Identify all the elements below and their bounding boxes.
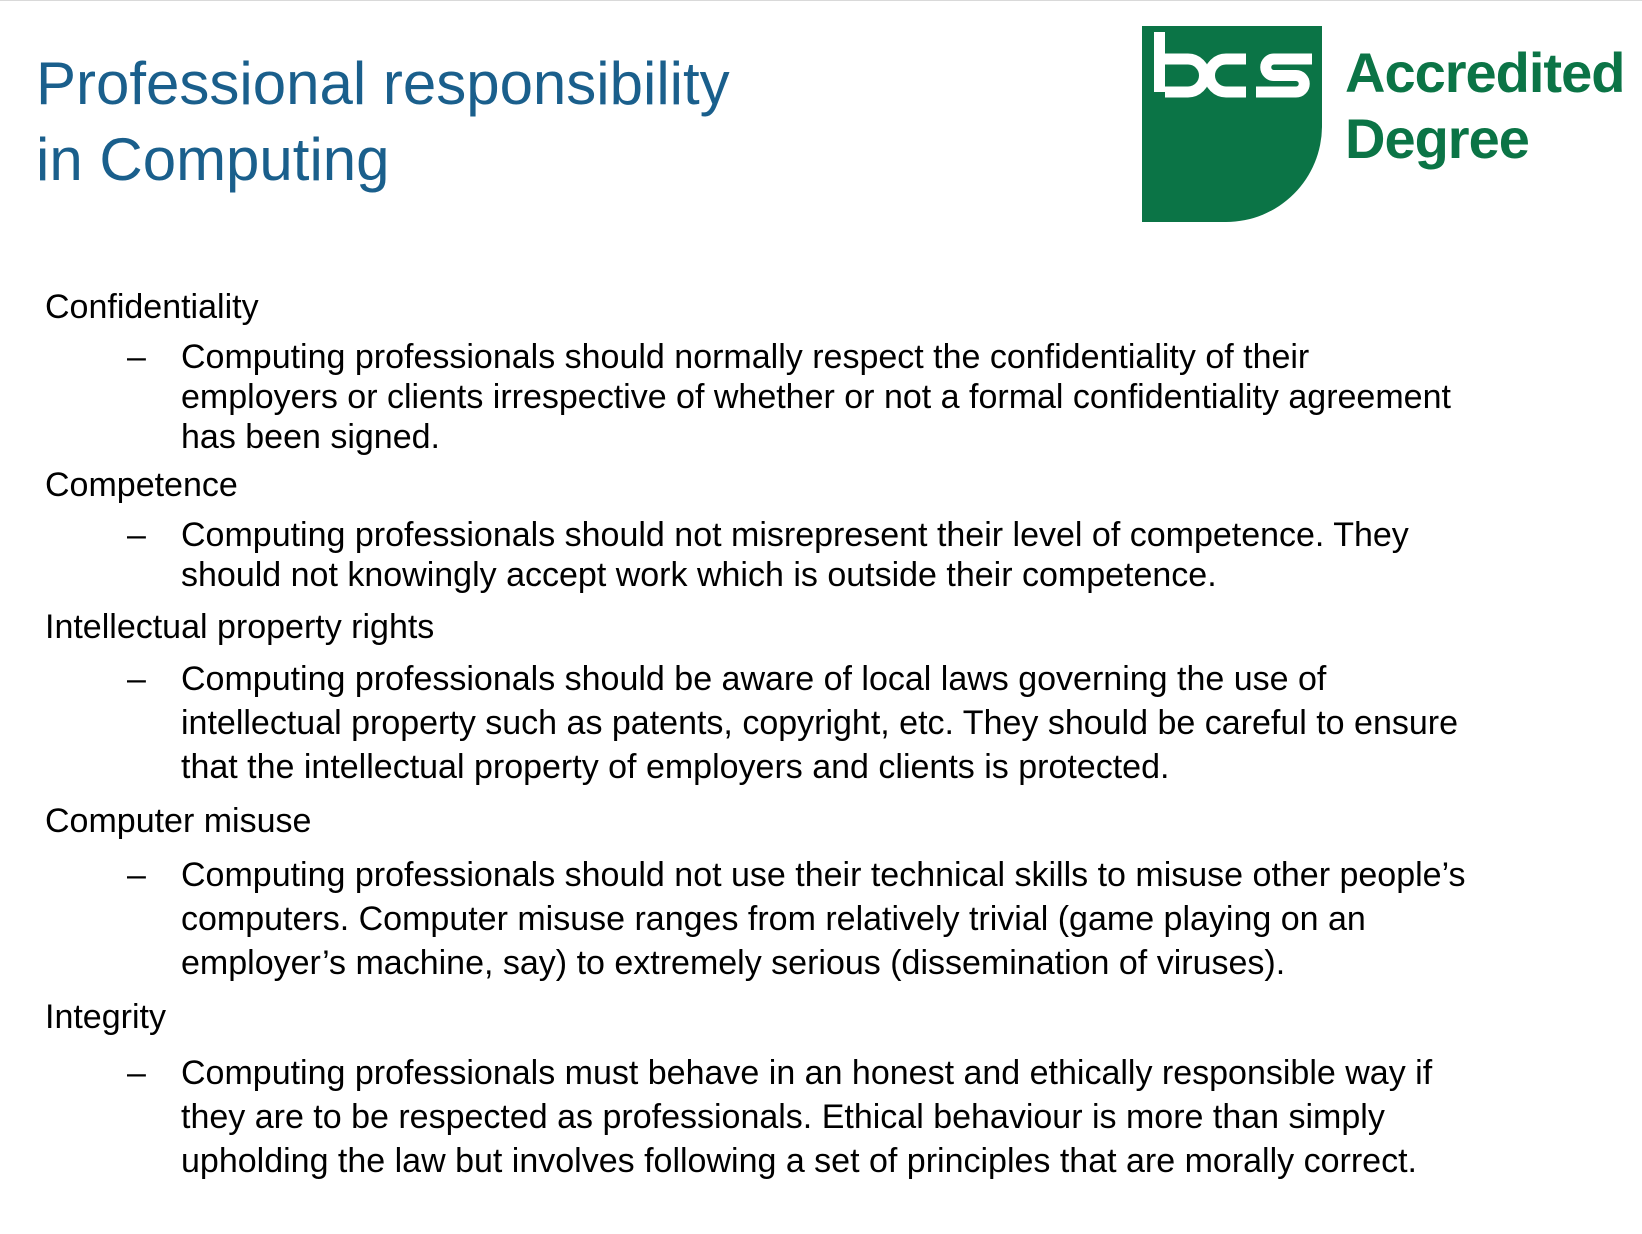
heading-intellectual-property-rights: Intellectual property rights [45, 608, 435, 646]
bullet-line: Computing professionals must behave in an honest and ethically responsible way if [181, 1054, 1433, 1092]
bullet-dash: – [127, 338, 146, 376]
bullet-dash: – [127, 516, 146, 554]
bullet-line: has been signed. [181, 418, 440, 456]
slide-body [45, 287, 1625, 1183]
bullet-line: Computing professionals should be aware of local laws governing the use of [181, 660, 1327, 698]
bullet-dash: – [127, 660, 146, 698]
bullet-line: that the intellectual property of employers and clients is protected. [181, 748, 1170, 786]
logo-wordmark [1345, 40, 1624, 172]
bcs-logo-mark [1142, 26, 1322, 222]
slide-title-line-2: in Computing [36, 126, 390, 193]
heading-computer-misuse: Computer misuse [45, 802, 312, 840]
bullet-line: employer’s machine, say) to extremely serious (dissemination of viruses). [181, 944, 1286, 982]
bullet-line: upholding the law but involves following a set of principles that are morally correct. [181, 1142, 1417, 1180]
logo-text-degree: Degree [1345, 107, 1529, 170]
bullet-computer-misuse [45, 853, 1621, 985]
bullet-dash: – [127, 1054, 146, 1092]
bullet-line: intellectual property such as patents, copyright, etc. They should be careful to ensure [181, 704, 1458, 742]
bullet-competence [45, 515, 1621, 595]
bullet-line: Computing professionals should normally respect the confidentiality of their [181, 338, 1310, 376]
bcs-accredited-degree-logo [1142, 26, 1632, 226]
top-divider [0, 0, 1642, 1]
bullet-dash: – [127, 856, 146, 894]
heading-integrity: Integrity [45, 998, 166, 1036]
logo-text-accredited: Accredited [1345, 41, 1625, 104]
bullet-intellectual-property-rights [45, 657, 1621, 789]
bullet-line: should not knowingly accept work which is outside their competence. [181, 556, 1217, 594]
bullet-line: Computing professionals should not use their technical skills to misuse other people’s [181, 856, 1466, 894]
heading-confidentiality: Confidentiality [45, 288, 259, 326]
bullet-line: computers. Computer misuse ranges from relatively trivial (game playing on an [181, 900, 1366, 938]
bullet-line: they are to be respected as professionals. Ethical behaviour is more than simply [181, 1098, 1385, 1136]
bullet-line: employers or clients irrespective of whether or not a formal confidentiality agreement [181, 378, 1451, 416]
slide-title-line-1: Professional responsibility [36, 50, 730, 117]
heading-competence: Competence [45, 466, 238, 504]
bullet-line: Computing professionals should not misrepresent their level of competence. They [181, 516, 1409, 554]
bullet-integrity [45, 1051, 1621, 1183]
slide-title [36, 46, 730, 198]
bullet-confidentiality [45, 337, 1621, 457]
